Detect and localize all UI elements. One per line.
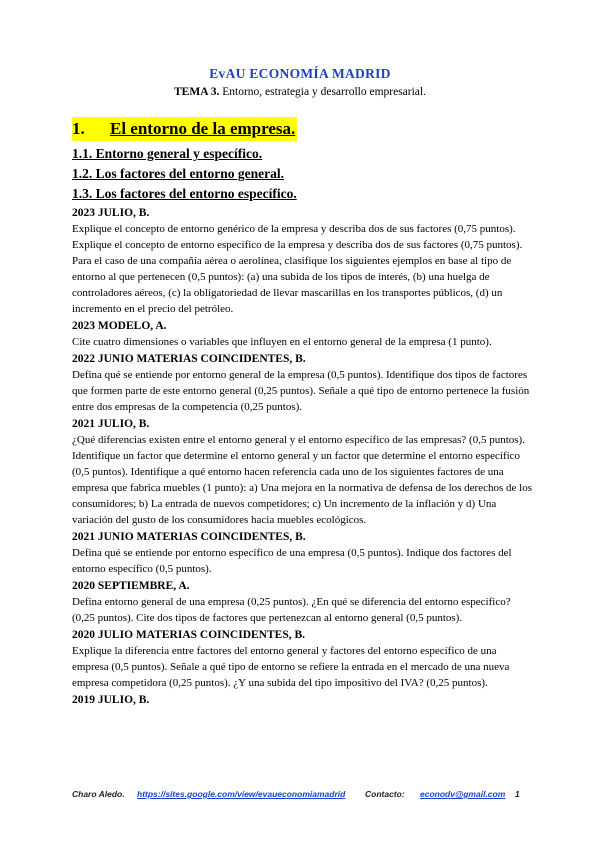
question-text: ¿Qué diferencias existen entre el entorno general y el entorno específico de las empresas? (0,5 puntos). Identifique un factor que determine el entorno general y un factor que determine el entorno específico (0,5 puntos). Identifique a qué entorno hacen referencia cada uno de los siguientes factores de una empresa que fabrica muebles (1 punto): a) Una mejora en la normativa de defensa de los derechos de los consumidores; b) La entrada de nuevos competidores; c) Un incremento de la inflación y d) Una variación del gusto de los consumidores hacia muebles ecológicos.: [72, 434, 532, 526]
question-text: Cite cuatro dimensiones o variables que influyen en el entorno general de la empresa (1 punto).: [72, 336, 492, 348]
main-content: [72, 117, 532, 708]
question-heading: 2020 JULIO MATERIAS COINCIDENTES, B.: [72, 629, 306, 641]
question-block: [72, 627, 532, 691]
document-title: EvAU ECONOMÍA MADRID: [209, 66, 391, 81]
subtitle-topic-number: TEMA 3.: [174, 86, 220, 98]
question-text: Explique la diferencia entre factores del entorno general y factores del entorno específico de una empresa (0,5 puntos). Señale a qué tipo de entorno se refiere la entrada en el mercado de una nueva empresa competidora (0,25 puntos). ¿Y una subida del tipo impositivo del IVA? (0,25 puntos).: [72, 645, 510, 689]
subtitle-topic-text: Entorno, estrategia y desarrollo empresarial.: [222, 86, 426, 98]
page-number: 1: [515, 789, 520, 799]
question-text: Explique el concepto de entorno genérico de la empresa y describa dos de sus factores (0,75 puntos). Explique el concepto de entorno específico de la empresa y describa dos de sus factores (0,75 puntos). Para el caso de una compañía aérea o aerolínea, clasifique los siguientes ejemplos en base al tipo de entorno al que pertenecen (0,5 puntos): (a) una subida de los tipos de interés, (b) una huelga de controladores aéreos, (c) la obligatoriedad de llevar mascarillas en los transportes públicos, (d) un incremento en el precio del petróleo.: [72, 223, 523, 315]
section-number: 1.: [72, 119, 85, 138]
subsection-heading: 1.2. Los factores del entorno general.: [72, 166, 284, 181]
document-subtitle: [0, 86, 600, 98]
footer-email-link[interactable]: econodv@gmail.com: [420, 789, 506, 799]
question-heading: 2021 JULIO, B.: [72, 418, 150, 430]
question-block: [72, 318, 532, 350]
section-heading: [72, 117, 297, 141]
question-heading: 2021 JUNIO MATERIAS COINCIDENTES, B.: [72, 531, 306, 543]
question-block: [72, 205, 532, 317]
question-text: Defina qué se entiende por entorno general de la empresa (0,5 puntos). Identifique dos tipos de factores que formen parte de este entorno general (0,25 puntos). Señale a qué tipo de entorno pertenece la fusión entre dos empresas de la competencia (0,25 puntos).: [72, 369, 530, 413]
question-block: [72, 578, 532, 626]
question-heading: 2023 MODELO, A.: [72, 320, 167, 332]
section-title: El entorno de la empresa.: [110, 119, 296, 138]
question-block: [72, 529, 532, 577]
question-heading: 2019 JULIO, B.: [72, 694, 150, 706]
question-block: [72, 351, 532, 415]
footer-author: Charo Aledo.: [72, 789, 125, 799]
subsection-heading: 1.3. Los factores del entorno específico.: [72, 186, 297, 201]
question-text: Defina qué se entiende por entorno específico de una empresa (0,5 puntos). Indique dos factores del entorno específico (0,5 puntos).: [72, 547, 512, 575]
question-heading: 2020 SEPTIEMBRE, A.: [72, 580, 190, 592]
footer-contact-label: Contacto:: [365, 789, 405, 799]
footer-website-link[interactable]: https://sites.google.com/view/evaueconomiamadrid: [137, 789, 346, 799]
question-block: [72, 416, 532, 528]
question-block: [72, 692, 532, 708]
subsection-heading: 1.1. Entorno general y específico.: [72, 146, 263, 161]
question-text: Defina entorno general de una empresa (0,25 puntos). ¿En qué se diferencia del entorno específico? (0,25 puntos). Cite dos tipos de factores que pertenezcan al entorno general (0,5 puntos).: [72, 596, 511, 624]
question-heading: 2023 JULIO, B.: [72, 207, 150, 219]
question-heading: 2022 JUNIO MATERIAS COINCIDENTES, B.: [72, 353, 306, 365]
